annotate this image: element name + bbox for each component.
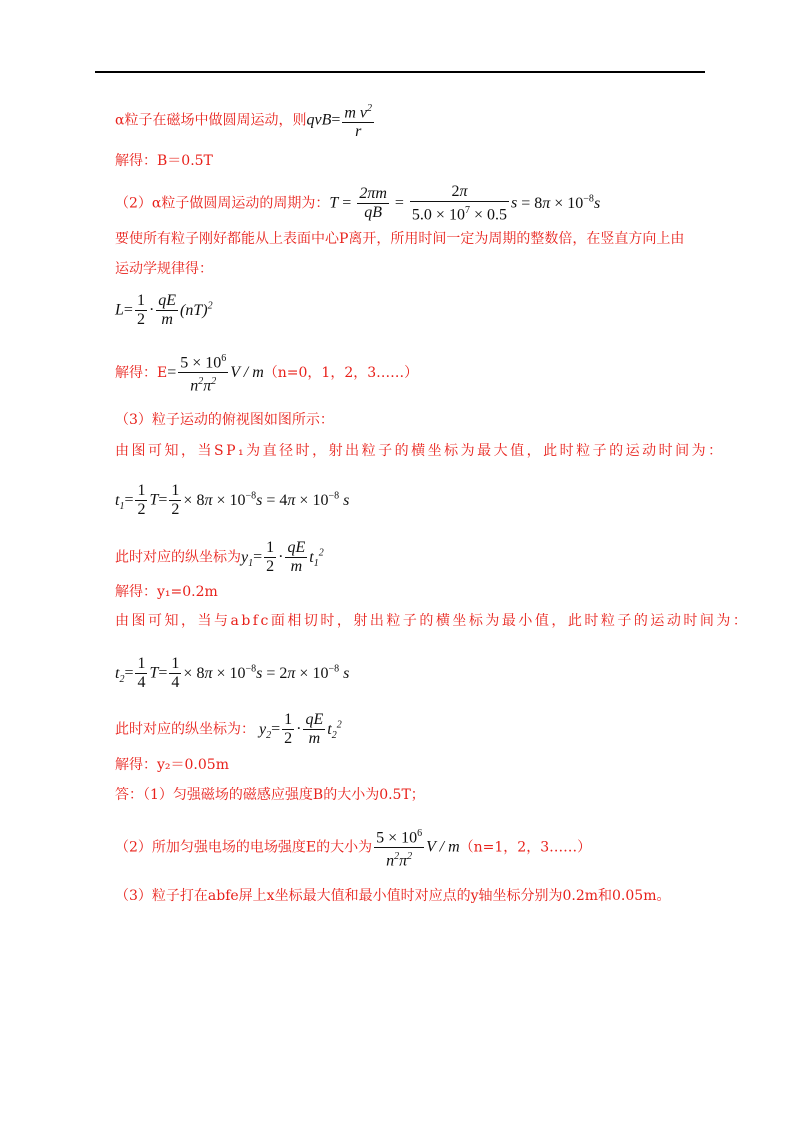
- frac-qE-m-y1: $\frac{qE}{m}$: [287, 539, 306, 575]
- y1-var: $y_1$: [241, 548, 254, 569]
- dot-y1: ·: [278, 548, 284, 566]
- t1-var: $t_1$: [115, 491, 125, 512]
- eq-E: =: [167, 363, 177, 381]
- line-3-text: （2）α粒子做圆周运动的周期为：: [115, 195, 330, 212]
- formula-t1: [115, 482, 349, 519]
- frac-qE-m: $\frac{qE}{m}$: [158, 292, 177, 328]
- line-solve-y1: 解得：y₁=0.2m: [115, 584, 218, 600]
- line-solve-b: 解得：B＝0.5T: [115, 153, 213, 169]
- t1-result: × $8\pi \times 10^{-8}s = 4\pi \times 10^{-8}$ s: [183, 490, 350, 509]
- line-7-pre: 解得：E: [115, 364, 168, 381]
- line-max-x: 由图可知，当SP₁为直径时，射出粒子的横坐标为最大值，此时粒子的运动时间为：: [115, 443, 725, 459]
- header-rule: [95, 71, 705, 73]
- answer-3: （3）粒子打在abfe屏上x坐标最大值和最小值时对应点的y轴坐标分别为0.2m和0.05m。: [115, 888, 671, 904]
- line-1-text: α粒子在磁场中做圆周运动，则: [115, 112, 307, 129]
- frac-half-y2: $\frac{1}{2}$: [284, 711, 293, 747]
- line-integer-period: 要使所有粒子刚好都能从上表面中心P离开，所用时间一定为周期的整数倍，在竖直方向上由: [115, 231, 685, 247]
- line-15-text: 此时对应的纵坐标为：: [115, 721, 255, 738]
- eq-y2: =: [271, 720, 281, 738]
- frac-qE-m-y2: $\frac{qE}{m}$: [305, 711, 324, 747]
- unit-s: s: [510, 194, 518, 212]
- frac-period-numeric: $\frac{2\pi}{5.0 \times 10^7 \times 0.5}$: [411, 183, 507, 224]
- line-solve-y2: 解得：y₂＝0.05m: [115, 757, 229, 773]
- frac-half-t1: $\frac{1}{2}$: [137, 482, 146, 518]
- eq-t1b: =: [158, 491, 168, 509]
- frac-half: $\frac{1}{2}$: [136, 292, 145, 328]
- line-11-text: 此时对应的纵坐标为: [115, 549, 241, 566]
- line-solve-e: [115, 350, 418, 396]
- line-topview: （3）粒子运动的俯视图如图所示：: [115, 412, 334, 428]
- t1-squared: $t_1^2$: [309, 547, 324, 569]
- unit-V-m-2: V / m: [426, 838, 460, 856]
- eq-t2a: =: [124, 664, 134, 682]
- eq1: =: [338, 194, 356, 212]
- line-kinematics: 运动学规律得：: [115, 261, 213, 277]
- dot: ·: [148, 301, 155, 319]
- line-y2: [115, 711, 342, 748]
- t2-result: × $8\pi \times 10^{-8}s = 2\pi \times 10^{-8}$ s: [183, 663, 350, 682]
- nT-squared: (nT)$^2$: [180, 300, 213, 319]
- frac-2pim-qB: $\frac{2\pi m}{qB}$: [359, 185, 387, 222]
- frac-half-t1b: $\frac{1}{2}$: [171, 482, 180, 518]
- formula-t2: [115, 655, 349, 692]
- line-18-pre: （2）所加匀强电场的电场强度E的大小为: [115, 839, 373, 856]
- answer-2: [115, 825, 591, 871]
- line-y1: [115, 539, 324, 576]
- line-min-x: 由图可知，当与abfc面相切时，射出粒子的横坐标为最小值，此时粒子的运动时间为：: [115, 613, 750, 629]
- answer-1: 答：（1）匀强磁场的磁感应强度B的大小为0.5T；: [115, 787, 425, 803]
- formula-force: qvB: [306, 111, 332, 129]
- t1-T: T: [149, 491, 159, 509]
- eq2: =: [390, 194, 408, 212]
- frac-quarter-t2b: $\frac{1}{4}$: [171, 655, 180, 691]
- line-circular-motion: [115, 100, 376, 141]
- eq-L: =: [123, 301, 133, 319]
- unit-V-m: V / m: [230, 363, 264, 381]
- dot-y2: ·: [296, 720, 302, 738]
- t2-var: $t_2$: [115, 664, 125, 685]
- line-7-post: （n=0，1，2，3……）: [263, 364, 419, 381]
- period-T: T: [329, 194, 339, 212]
- eq-t2b: =: [158, 664, 168, 682]
- frac-E-answer: $\frac{5 \times 10^6}{n^2\pi^2}$: [374, 825, 424, 871]
- formula-mv2-over-r: $\frac{m v^2}{r}$: [342, 100, 374, 141]
- formula-L: [115, 292, 213, 329]
- frac-E-value: $\frac{5 \times 10^6}{n^2\pi^2}$: [178, 350, 228, 396]
- eq-y1: =: [253, 548, 263, 566]
- line-18-post: （n=1，2，3……）: [459, 839, 592, 856]
- eq-t1a: =: [124, 491, 134, 509]
- equals-sign: =: [331, 111, 341, 129]
- t2-squared: $t_2^2$: [327, 719, 342, 741]
- frac-half-y1: $\frac{1}{2}$: [266, 539, 275, 575]
- period-result: = $8\pi \times 10^{-8}s$: [517, 193, 601, 212]
- frac-quarter-t2: $\frac{1}{4}$: [137, 655, 146, 691]
- L-var: L: [115, 301, 124, 319]
- t2-T: T: [149, 664, 159, 682]
- y2-var: $y_2$: [255, 720, 272, 741]
- line-period: [115, 183, 600, 224]
